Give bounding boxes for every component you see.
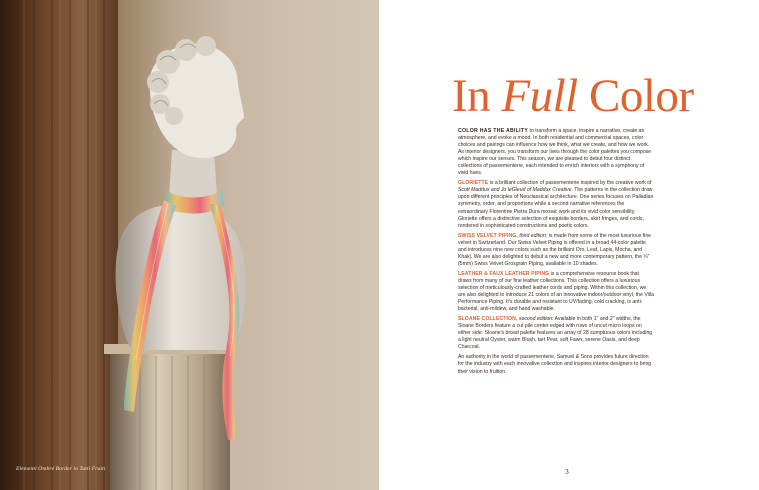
paragraph-gloriette (458, 180, 654, 229)
lead-paragraph (458, 128, 654, 177)
classical-bust-with-ombre-scarf-photo (0, 0, 379, 490)
page-number: 3 (565, 467, 569, 476)
paragraph-leather (458, 271, 654, 313)
sloane-text: Available in both 1" and 2" widths, the Sloane Borders feature a cut pile center edged with rows of uncut micro loops on either side. Sloane's broad palette features an array of 28 sumptuous colors including a light neutral Oyster, warm Blush, tart Pear, soft Fawn, serene Oasis, and deep Charcoal. (458, 316, 653, 351)
swiss-velvet-italic: third edition: (517, 232, 548, 239)
lead-text: to transform a space, inspire a narrative, create an atmosphere, and evoke a mood. In both residential and commercial spaces, color choices and pairings can influence how we think, what we create, and how we work. As interior designers, you transform our lives through the color palettes you compose which inspire our senses. This season, we are pleased to debut four distinct collections of passementerie, each intended to enrich interiors with a symphony of vivid hues. (458, 128, 652, 177)
page-title (452, 68, 694, 124)
gloriette-text-a: is a brilliant collection of passementerie inspired by the creative work of (488, 180, 652, 187)
sloane-italic: second edition: (517, 316, 554, 323)
paragraph-sloane (458, 316, 654, 351)
gloriette-text-b: . The patterns in the collection draw upon different principles of Neoclassical architecture. One series focuses on Palladian symmetry, order, and proportions while a second narrative references the extraordinary Florentine Pietra Dura mosaic work and its vivid color sensibility. Gloriette offers a distinctive selection of exquisite borders, skirt fringes, and cords, rendered in sophisticated constructions and poetic colors. (458, 187, 654, 229)
lead-bold: COLOR HAS THE ABILITY (458, 128, 529, 134)
paragraph-swiss-velvet (458, 233, 654, 268)
closing-paragraph: An authority in the world of passementerie, Samuel & Sons provides future direction for the industry with each innovative collection and inspires interior designers to bring their vision to fruition. (458, 354, 652, 375)
photo-caption: Elementi Ombré Border in Tutti Frutti (16, 466, 106, 472)
heading-sloane: SLOANE COLLECTION, (458, 316, 518, 323)
heading-swiss-velvet: SWISS VELVET PIPING, (458, 232, 518, 239)
gloriette-italic: Scott Maddux and Jo leGleud of Maddux Creative (458, 187, 572, 194)
title-part-full: Full (501, 70, 578, 122)
heading-leather: LEATHER & FAUX LEATHER PIPING (458, 270, 550, 277)
photo (0, 0, 379, 490)
article-body (458, 128, 654, 379)
swiss-velvet-text: is made from some of the most luxurious fine velvet in Switzerland. Our Swiss Velvet Piping is offered in a broad 44-color palette and introduces nine new colors such as the brilliant Oro, Leaf, Lapis, Mocha, and Khaki. We are also delighted to debut a new and more contemporary pattern, the ¼" (5mm) Swiss Velvet Grosgrain Piping, available in 10 shades. (458, 232, 652, 267)
title-part-in: In (452, 70, 502, 122)
heading-gloriette: GLORIETTE (458, 180, 489, 187)
title-part-color: Color (577, 70, 694, 122)
leather-text: is a comprehensive resource book that draws from many of our fine leather collections. This collection offers a luxurious selection of meticulously-crafted leather cords and piping. Within this collection, we are also delighted to introduce 21 colors of an innovative indoor/outdoor vinyl, the Villa Performance Piping. It's durable and resistant to UV/fading, cold cracking, is anti-bacterial, anti-mildew, and hand washable. (458, 270, 654, 313)
